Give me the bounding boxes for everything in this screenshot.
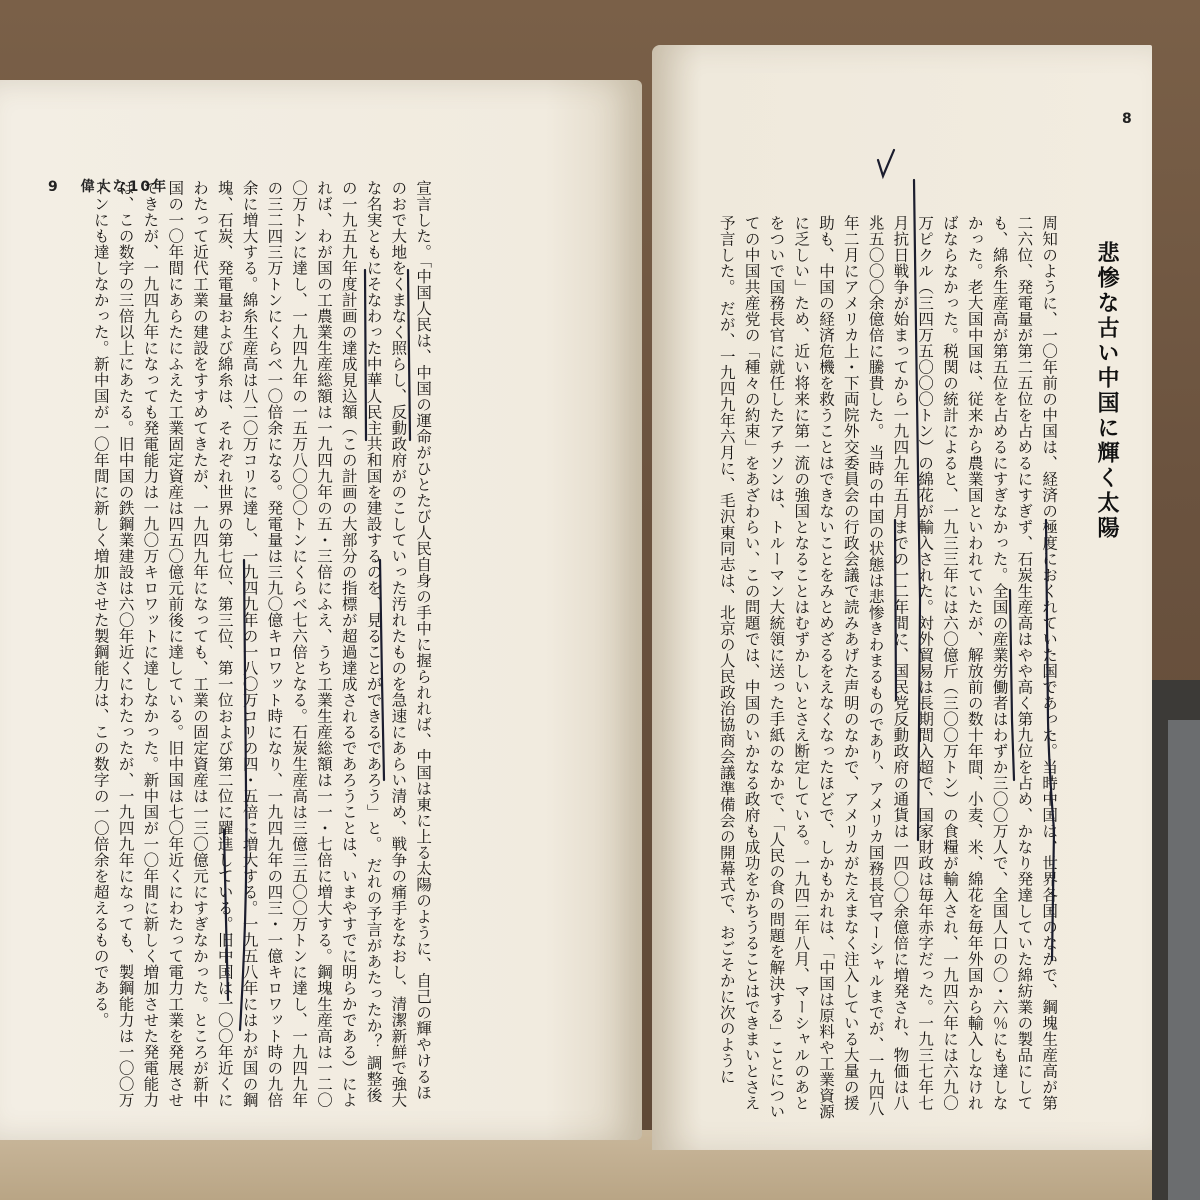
background-object-edge [1168, 720, 1200, 1200]
right-body-text: 周知のように、一〇年前の中国は、経済の極度におくれていた国であった。当時中国は、世界各国のなかで、鋼塊生産高が第二六位、発電量が第二五位を占めるにすぎず、石炭生産高はやや高く第九位を占め、かなり発達していた綿紡業の製品にしても、綿糸生産高が第五位を占めるにすぎなかった。全国の産業労働者はわずか三〇〇万人で、全国人口の〇・六％にも達しなかった。老大国中国は、従来から農業国といわれていたが、解放前の数十年間、小麦、米、綿花を毎年外国から輸入しなければならなかった。税関の統計によると、一九三三年には六〇億斤（三〇〇万トン）の食糧が輸入され、一九四六年には六九〇万ピクル（三四万五〇〇〇トン）の綿花が輸入された。対外貿易は長期間入超で、国家財政は毎年赤字だった。一九三七年七月抗日戦争が始まってから一九四九年五月までの一二年間に、国民党反動政府の通貨は一四〇〇余億倍に増発され、物価は八兆五〇〇〇余億倍に騰貴した。 当時の中国の状態は悲惨きわまるものであり、アメリカ国務長官マーシャルまでが、一九四八年二月にアメリカ上・下両院外交委員会の行政会議で読みあげた声明のなかで、アメリカがたえまなく注入している大量の援助も、中国の経済危機を救うことはできないことをみとめざるをえなくなったほどで、しかもかれは、「中国は原料や工業資源に乏しい」ため、近い将来に第一流の強国となることはむずかしいとさえ断定している。一九四二年八月、マーシャルのあとをついで国務長官に就任したアチソンは、トルーマン大統領に送った手紙のなかで、「人民の食の問題を解決する」ことについての中国共産党の「種々の約束」をあざわらい、この問題では、中国のいかなる政府も成功をかちうることはできまいとさえ予言した。 だが、一九四九年六月に、毛沢東同志は、北京の人民政治協商会議準備会の開幕式で、おごそかに次のように [717, 215, 1059, 1120]
left-body-text: 宣言した。「中国人民は、中国の運命がひとたび人民自身の手中に握られれば、中国は東に上る太陽のように、自己の輝やけるほのおで大地をくまなく照らし、反動政府がのこしていった汚れたものを急速にあらい清め、戦争の痛手をなおし、清潔新鮮で強大な名実ともにそなわった中華人民主共和国を建設するのを、見ることができるであろう」と。 だれの予言があたったか？ 調整後の一九五九年度計画の達成見込額（この計画の大部分の指標が超過達成されるであろうことは、いまやすでに明らかである）によれば、わが国の工農業生産総額は一九四九年の五・三倍にふえ、うち工業生産総額は一一・七倍に増大する。鋼塊生産高は一二〇〇万トンに達し、一九四九年の一五万八〇〇〇トンにくらべ七六倍となる。石炭生産高は三億三五〇〇万トンに達し、一九四九年の三二四三万トンにくらべ一〇倍余になる。発電量は三九〇億キロワット時になり、一九四九年の四三・一億キロワット時の九倍余に増大する。綿糸生産高は八二〇万コリに達し、一九四九年の一八〇万コリの四・五倍に増大する。一九五八年にはわが国の鋼塊、石炭、発電量および綿糸は、それぞれ世界の第七位、第三位、第一位および第二位に躍進している。旧中国は一〇〇年近くにわたって近代工業の建設をすすめてきたが、一九四九年になっても、工業の固定資産は一三〇億元にすぎなかった。ところが新中国の一〇年間にあらたにふえた工業固定資産は四五〇億元前後に達している。旧中国は七〇年近くにわたって電力工業を発展させてきたが、一九四九年になっても発電能力は一九〇万キロワットに達しなかった。新中国が一〇年間に新しく増加させた発電能力は、この数字の三倍以上にあたる。旧中国の鉄鋼業建設は六〇年近くにわたったが、一九四九年になっても、製鋼能力は一〇〇万トンにも達しなかった。新中国が一〇年間に新しく増加させた製鋼能力は、この数字の一〇倍余を超えるものである。 [91, 180, 433, 1108]
right-page [652, 45, 1152, 1150]
chapter-title: 悲惨な古い中国に輝く太陽 [1094, 241, 1120, 541]
left-page-number: 9 [48, 179, 60, 195]
left-running-title: 偉大な10年 [80, 179, 169, 195]
left-page [0, 80, 642, 1140]
right-page-number: 8 [1122, 111, 1134, 127]
